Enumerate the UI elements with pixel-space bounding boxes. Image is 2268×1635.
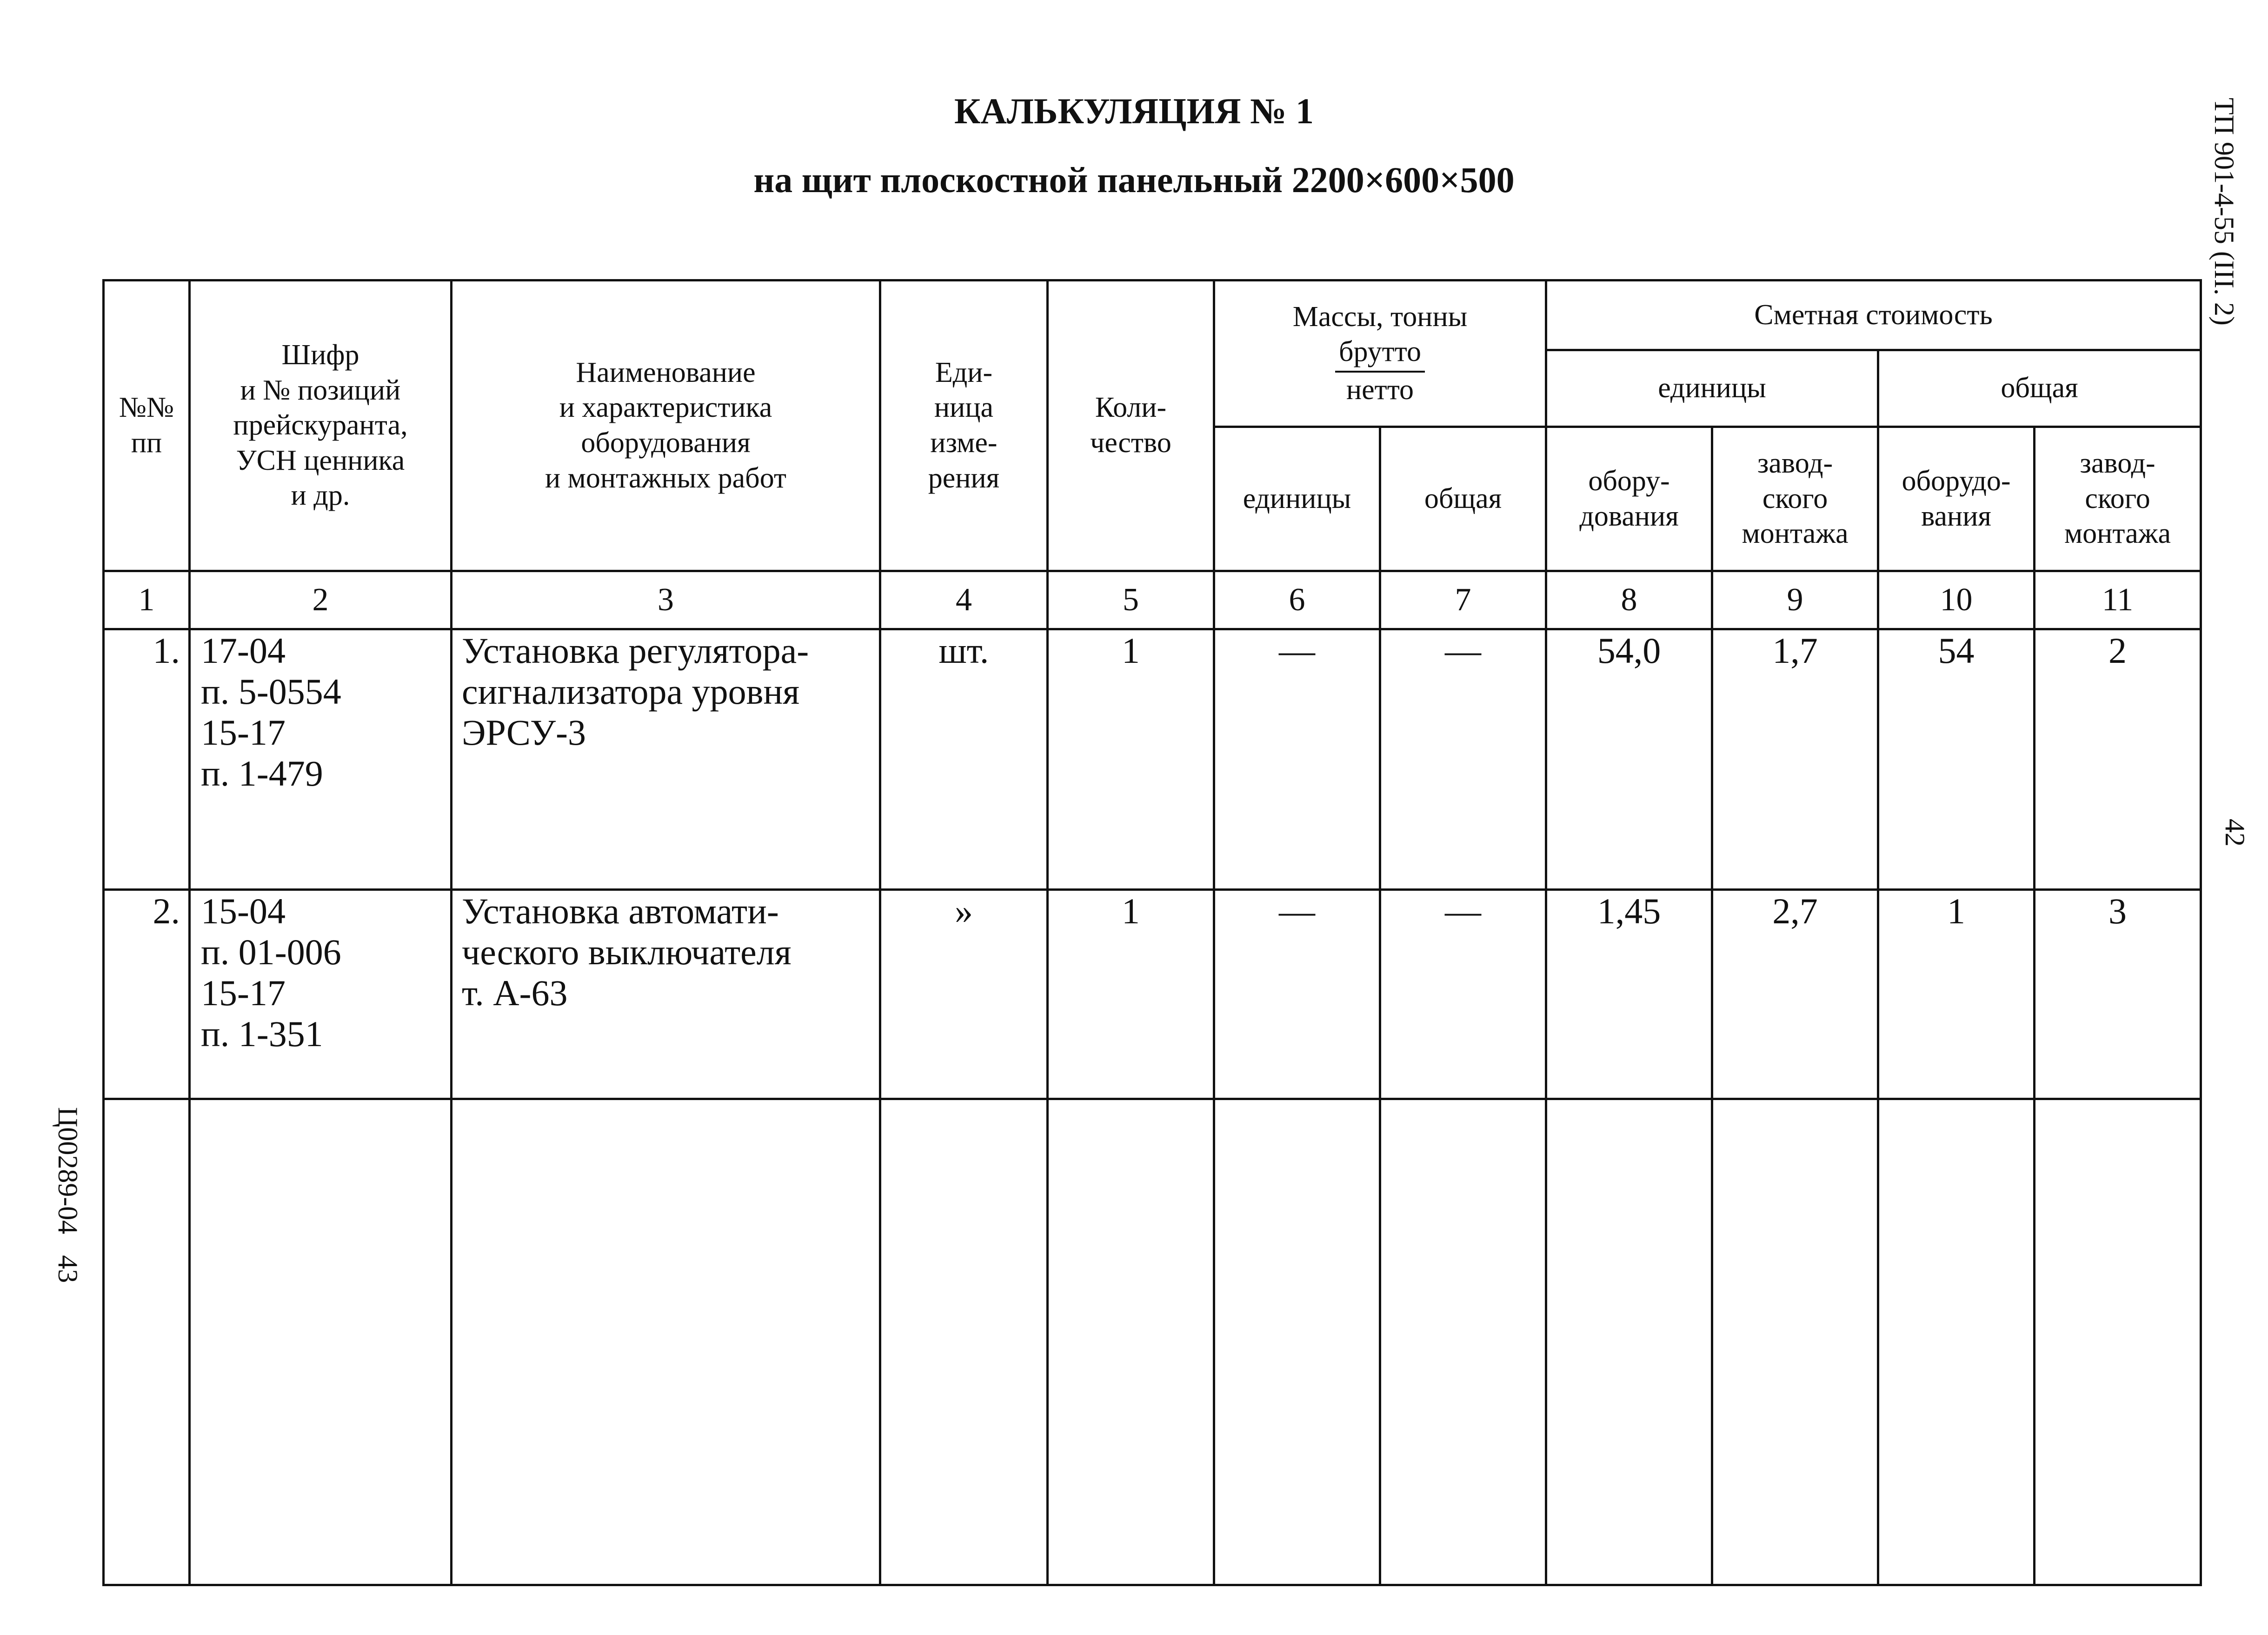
empty-cell [452,1099,880,1585]
empty-cell [104,1099,190,1585]
row-cost-total-mounting: 2 [2035,629,2201,890]
empty-cell [1712,1099,1878,1585]
row-unit: шт. [880,629,1048,890]
row-mass-total: — [1380,890,1546,1099]
header-mass-total: общая [1380,427,1546,571]
row-quantity: 1 [1048,890,1214,1099]
col-number: 8 [1546,571,1712,629]
empty-cell [1380,1099,1546,1585]
header-cost-total: общая [1878,350,2201,427]
header-unit: Еди- ница изме- рения [880,280,1048,571]
header-cost-unit-equipment: обору- дования [1546,427,1712,571]
empty-cell [2035,1099,2201,1585]
row-code: 15-04 п. 01-006 15-17 п. 1-351 [190,890,452,1099]
header-quantity: Коли- чество [1048,280,1214,571]
row-mass-unit: — [1214,629,1380,890]
header-row-number: №№ пп [104,280,190,571]
header-mass-group [1214,280,1546,427]
header-mass-netto: нетто [1346,374,1414,406]
row-cost-total-equipment: 54 [1878,629,2035,890]
table-filler-row [104,1099,2201,1585]
empty-cell [1546,1099,1712,1585]
row-name: Установка автомати- ческого выключателя т. А-63 [452,890,880,1099]
side-page-number: 42 [2220,819,2250,847]
header-code: Шифр и № позиций прейскуранта, УСН ценника и др. [190,280,452,571]
document-title: КАЛЬКУЛЯЦИЯ № 1 [954,91,1314,131]
row-code: 17-04 п. 5-0554 15-17 п. 1-479 [190,629,452,890]
header-mass-title: Массы, тонны [1292,300,1468,333]
col-number: 10 [1878,571,2035,629]
col-number: 3 [452,571,880,629]
calculation-table [102,279,2202,1586]
row-quantity: 1 [1048,629,1214,890]
row-number: 1. [104,629,190,890]
row-mass-total: — [1380,629,1546,890]
row-cost-unit-mounting: 2,7 [1712,890,1878,1099]
header-mass-unit: единицы [1214,427,1380,571]
row-cost-unit-mounting: 1,7 [1712,629,1878,890]
empty-cell [880,1099,1048,1585]
row-cost-unit-equipment: 1,45 [1546,890,1712,1099]
col-number: 4 [880,571,1048,629]
row-name: Установка регулятора- сигнализатора уровня ЭРСУ-3 [452,629,880,890]
row-cost-total-mounting: 3 [2035,890,2201,1099]
side-document-code: ТП 901-4-55 (III. 2) [2209,98,2240,326]
row-unit: » [880,890,1048,1099]
document-subtitle: на щит плоскостной панельный 2200×600×500 [753,160,1515,200]
col-number: 9 [1712,571,1878,629]
col-number: 1 [104,571,190,629]
col-number: 11 [2035,571,2201,629]
col-number: 6 [1214,571,1380,629]
header-cost-total-equipment: оборудо- вания [1878,427,2035,571]
empty-cell [1878,1099,2035,1585]
row-cost-unit-equipment: 54,0 [1546,629,1712,890]
row-cost-total-equipment: 1 [1878,890,2035,1099]
row-number: 2. [104,890,190,1099]
col-number: 5 [1048,571,1214,629]
col-number: 2 [190,571,452,629]
header-cost-group: Сметная стоимость [1546,280,2201,350]
table-row [104,629,2201,890]
header-name: Наименование и характеристика оборудования и монтажных работ [452,280,880,571]
empty-cell [1048,1099,1214,1585]
side-archive-number: Ц00289-04 43 [53,1107,83,1283]
header-mass-brutto: брутто [1335,334,1425,373]
header-cost-unit: единицы [1546,350,1878,427]
table-row [104,890,2201,1099]
empty-cell [1214,1099,1380,1585]
header-cost-unit-mounting: завод- ского монтажа [1712,427,1878,571]
header-cost-total-mounting: завод- ского монтажа [2035,427,2201,571]
col-number: 7 [1380,571,1546,629]
row-mass-unit: — [1214,890,1380,1099]
empty-cell [190,1099,452,1585]
